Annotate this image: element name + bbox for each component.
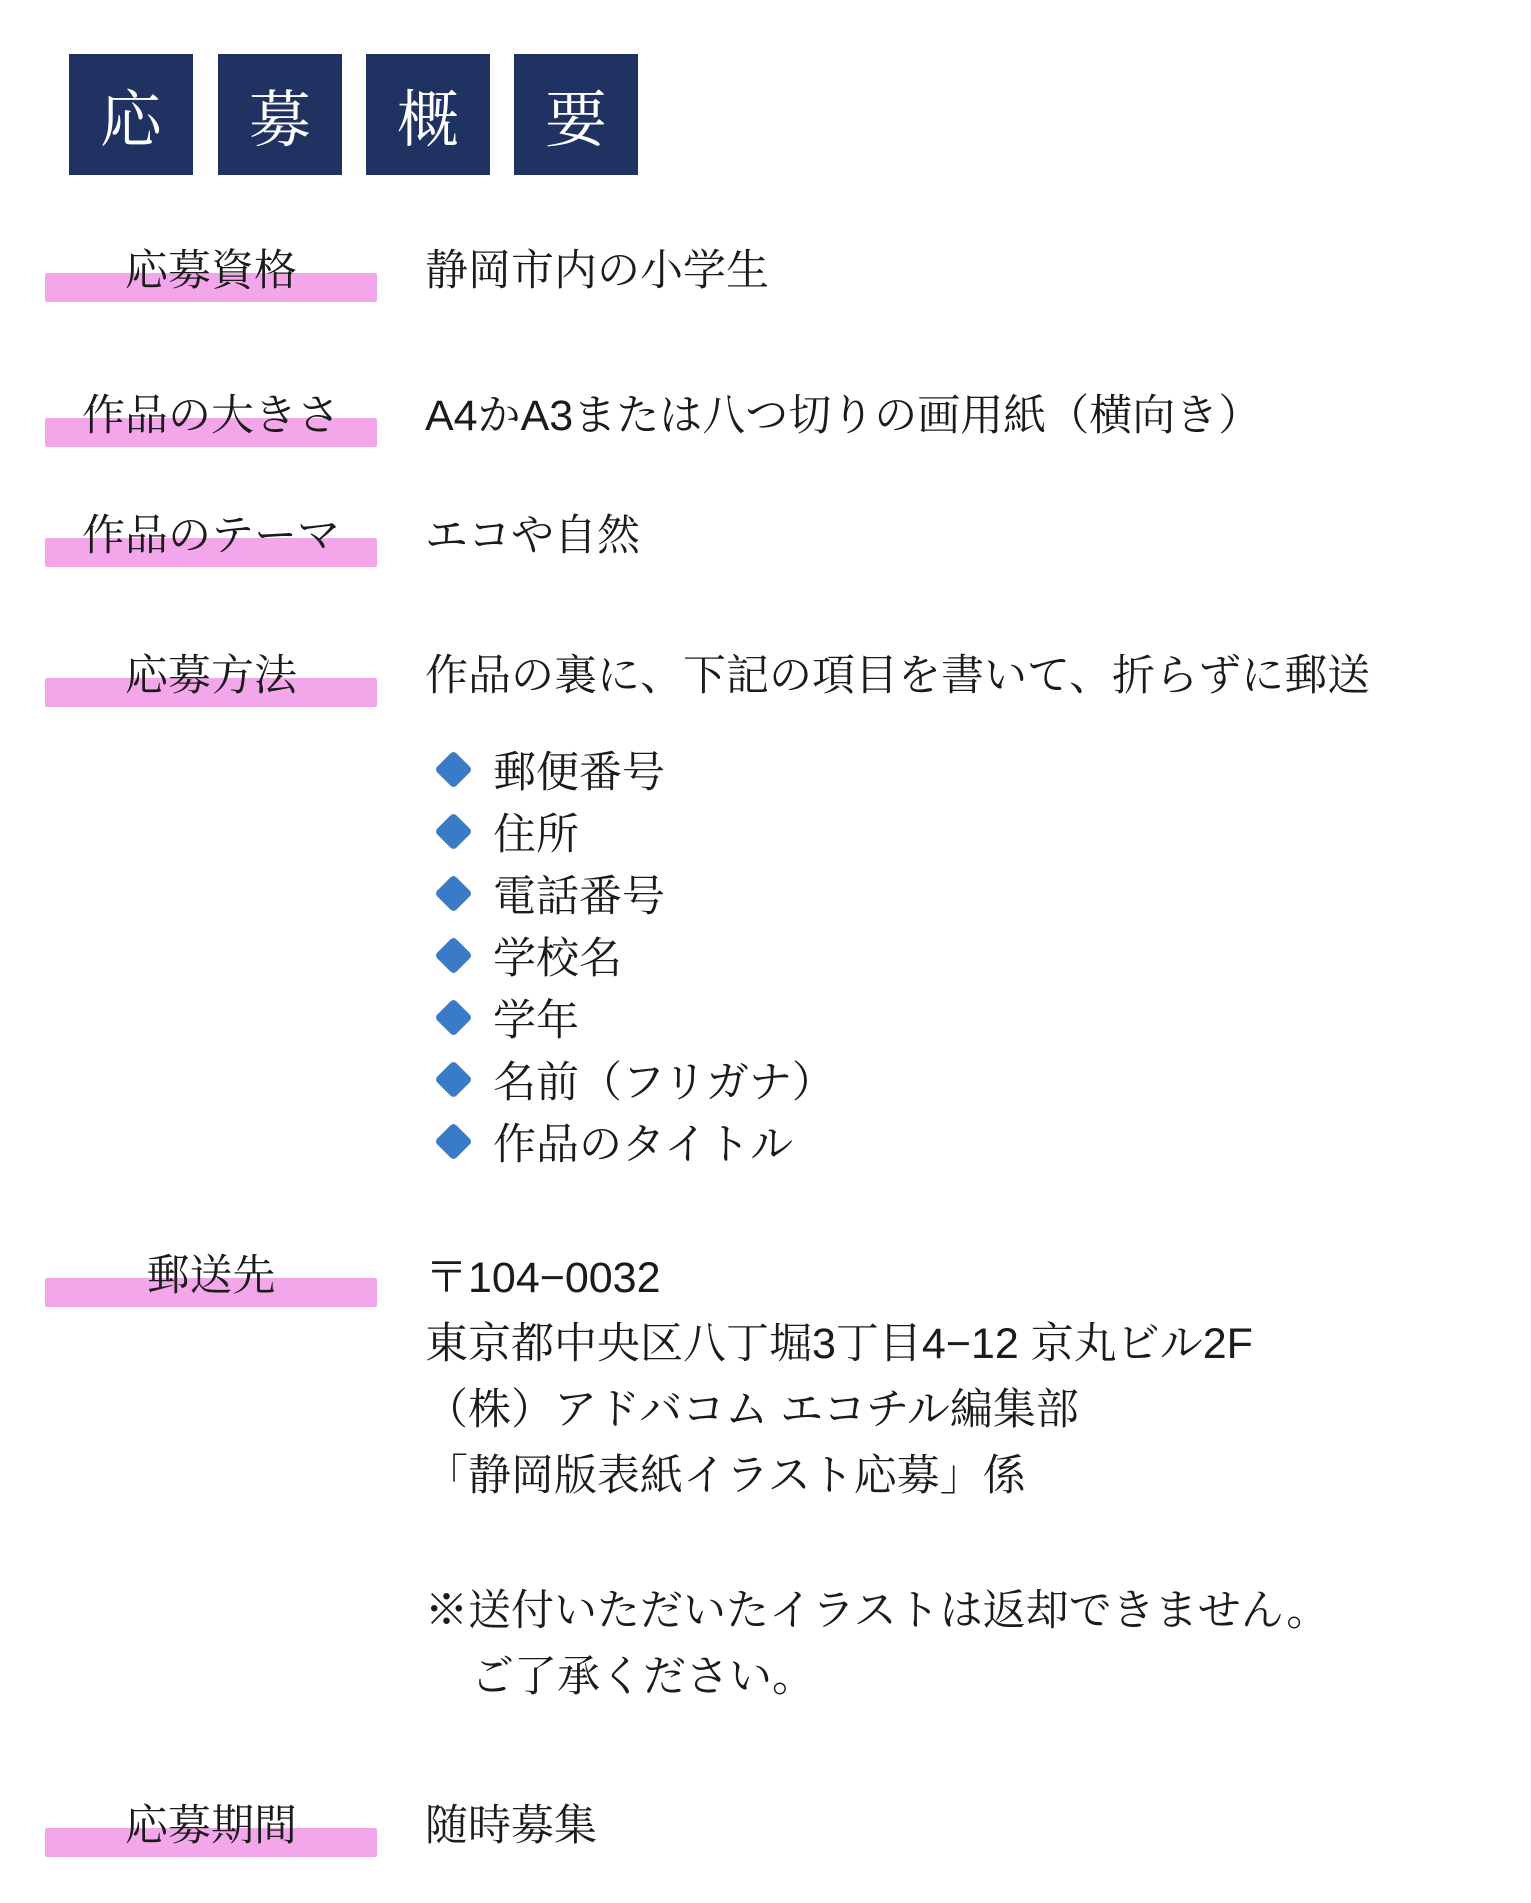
diamond-bullet-icon: [434, 998, 472, 1036]
mailing-street: 東京都中央区八丁堀3丁目4−12 京丸ビル2F: [425, 1320, 1253, 1368]
title-char: 概: [396, 86, 459, 155]
checklist-item-name: [440, 1048, 835, 1110]
diamond-bullet-icon: [434, 874, 472, 912]
title-char: 応: [99, 86, 162, 155]
checklist-item-grade: [440, 986, 579, 1048]
checklist-item-label: 作品のタイトル: [493, 1120, 794, 1169]
value-artwork-theme: エコや自然: [425, 512, 640, 560]
note-line-2: ご了承ください。: [471, 1653, 815, 1701]
title-char: 募: [248, 86, 311, 155]
note-line-1: ※送付いただいたイラストは返却できません。: [425, 1587, 1330, 1635]
label-artwork-size: 作品の大きさ: [45, 385, 377, 447]
title-char: 要: [544, 86, 607, 155]
checklist-item-label: 電話番号: [493, 872, 665, 921]
mailing-department: 「静岡版表紙イラスト応募」係: [425, 1452, 1026, 1500]
diamond-bullet-icon: [434, 936, 472, 974]
diamond-bullet-icon: [434, 750, 472, 788]
value-eligibility: 静岡市内の小学生: [425, 247, 769, 295]
label-eligibility: 応募資格: [45, 240, 377, 302]
mailing-company: （株）アドバコム エコチル編集部: [425, 1386, 1079, 1434]
title-block-1: [69, 54, 193, 175]
label-application-method: 応募方法: [45, 645, 377, 707]
diamond-bullet-icon: [434, 812, 472, 850]
label-mailing-address: 郵送先: [45, 1245, 377, 1307]
checklist-item-label: 郵便番号: [493, 748, 665, 797]
checklist-item-label: 住所: [493, 810, 579, 859]
checklist-item-label: 学年: [493, 996, 579, 1045]
checklist-item-school: [440, 924, 622, 986]
mailing-postal-code: 〒104−0032: [425, 1254, 661, 1302]
checklist-item-postal-code: [440, 738, 665, 800]
title-block-2: [218, 54, 342, 175]
value-mailing-address: [425, 1245, 1253, 1509]
label-artwork-theme: 作品のテーマ: [45, 505, 377, 567]
label-application-period: 応募期間: [45, 1795, 377, 1857]
checklist-item-artwork-title: [440, 1110, 793, 1172]
title-block-4: [514, 54, 638, 175]
diamond-bullet-icon: [434, 1060, 472, 1098]
return-policy-note: [425, 1578, 1329, 1710]
checklist-item-label: 学校名: [493, 934, 622, 983]
value-application-method: 作品の裏に、下記の項目を書いて、折らずに郵送: [425, 652, 1371, 700]
value-artwork-size: A4かA3または八つ切りの画用紙（横向き）: [425, 392, 1262, 440]
checklist-item-address: [440, 800, 579, 862]
title-block-3: [366, 54, 490, 175]
checklist-item-phone: [440, 862, 665, 924]
diamond-bullet-icon: [434, 1122, 472, 1160]
checklist-item-label: 名前（フリガナ）: [493, 1058, 835, 1107]
value-application-period: 随時募集: [425, 1802, 597, 1850]
